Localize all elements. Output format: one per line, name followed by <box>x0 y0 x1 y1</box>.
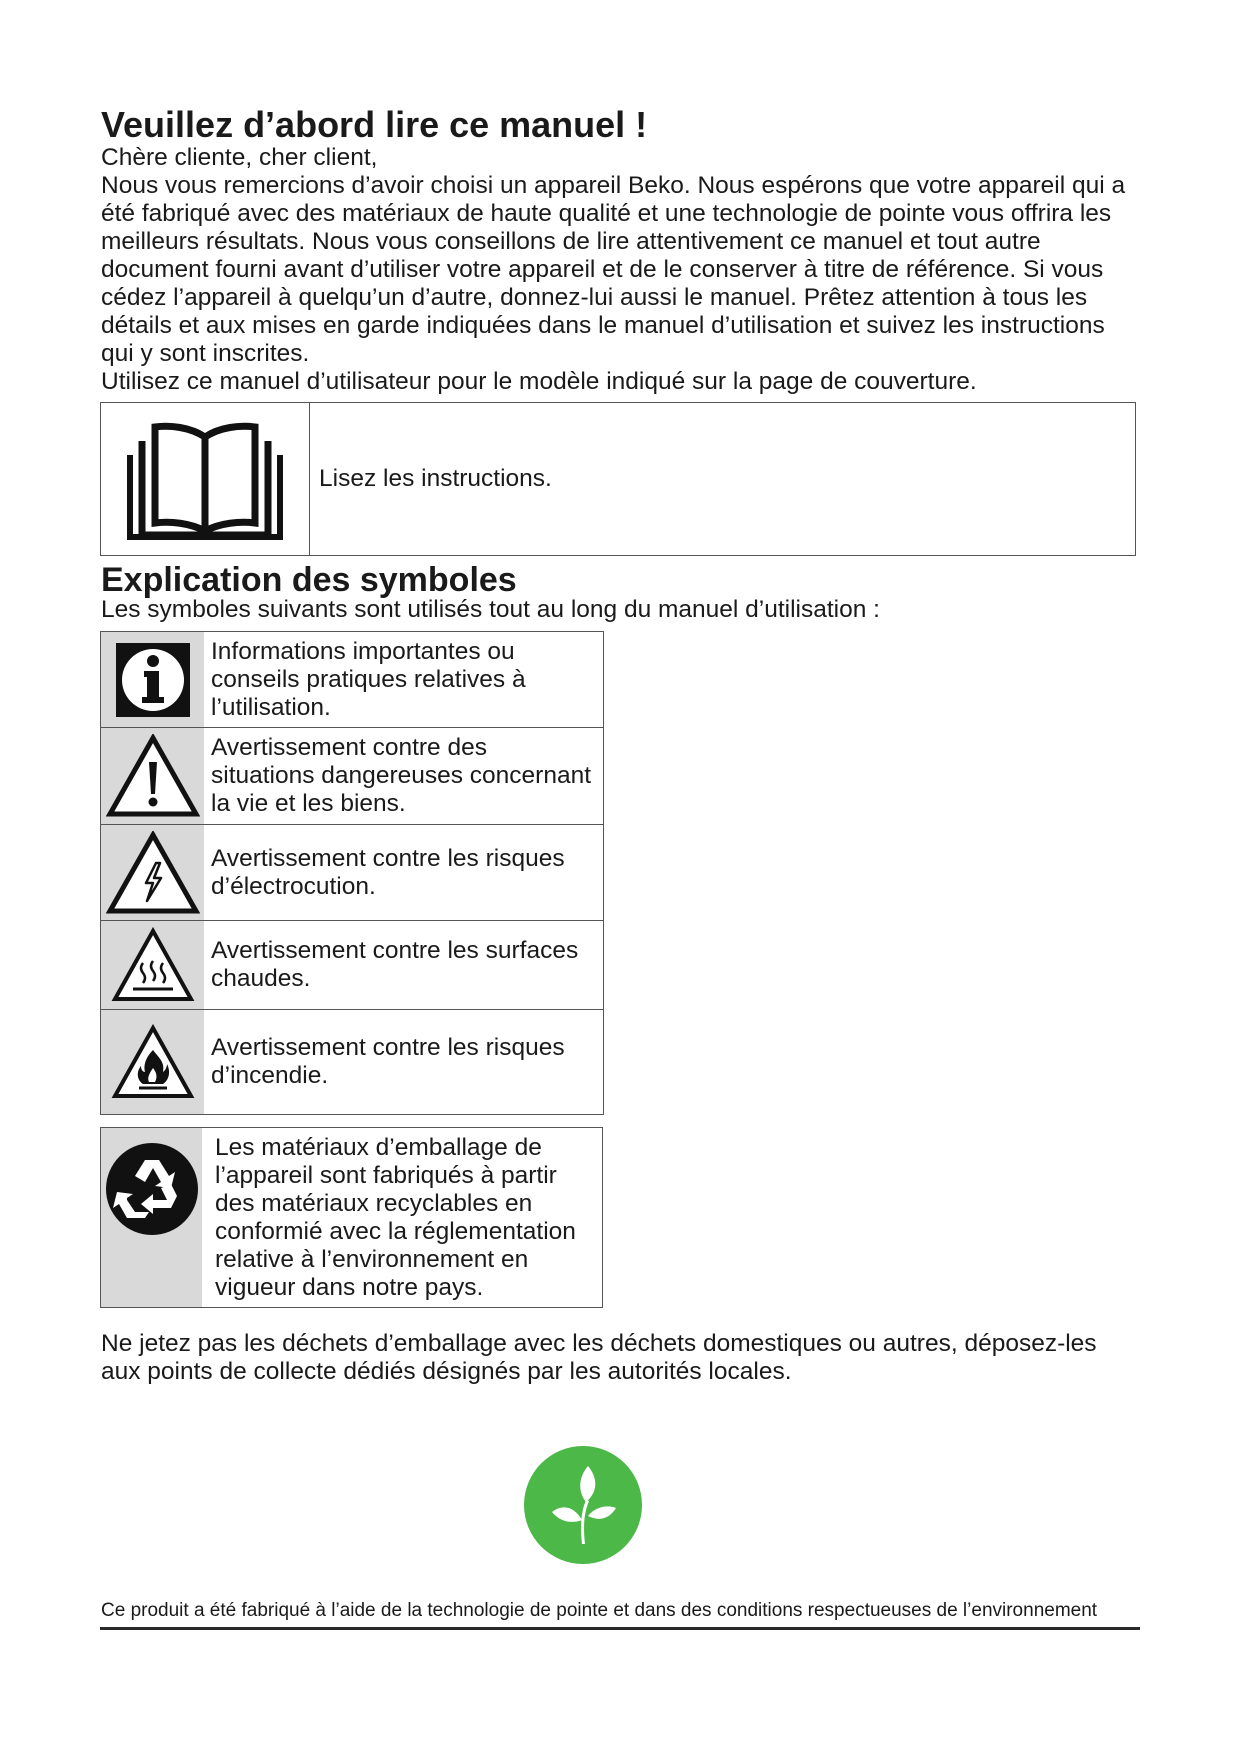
symbol-icon-cell <box>101 921 204 1009</box>
symbol-text: Informations importantes ou conseils pratiques relatives à l’utilisation. <box>211 637 526 721</box>
symbol-text: Avertissement contre les surfaces chaudes. <box>211 937 579 992</box>
symbol-text: Avertissement contre les risques d’incendie. <box>211 1034 565 1089</box>
intro-greeting: Chère cliente, cher client, <box>101 144 378 171</box>
symbol-text: Avertissement contre les risques d’électrocution. <box>211 844 565 900</box>
recycle-icon-cell <box>101 1128 202 1307</box>
intro-body: Nous vous remercions d’avoir choisi un appareil Beko. Nous espérons que votre appareil qui a été fabriqué avec des matériaux de haute qualité et une technologie de pointe vous offrira les meilleurs résultats. Nous vous conseillons de lire attentivement ce manuel et tout autre document fourni avant d’utiliser votre appareil et de le conserver à titre de référence. Si vous cédez l’appareil à quelqu’un d’autre, donnez-lui aussi le manuel. Prêtez attention à tous les détails et aux mises en garde indiquées dans le manuel d’utilisation et suivez les instructions qui y sont inscrites. <box>101 172 1126 367</box>
electric-shock-icon <box>106 831 200 915</box>
recycle-icon <box>105 1142 199 1236</box>
leaf-icon <box>524 1446 642 1564</box>
symbols-subtitle: Les symboles suivants sont utilisés tout au long du manuel d’utilisation : <box>101 596 880 623</box>
symbol-icon-cell <box>101 632 204 727</box>
recycling-box <box>100 1127 603 1308</box>
symbol-row <box>101 825 603 921</box>
hot-surface-icon <box>111 927 195 1003</box>
symbol-row <box>101 1010 603 1114</box>
disposal-note: Ne jetez pas les déchets d’emballage avec les déchets domestiques ou autres, déposez-les aux points de collecte dédiés désignés par les autorités locales. <box>101 1330 1097 1385</box>
intro-section <box>101 144 1141 396</box>
symbol-text: Avertissement contre des situations dangereuses concernant la vie et les biens. <box>211 734 592 817</box>
symbol-icon-cell <box>101 825 204 920</box>
warning-icon <box>106 734 200 818</box>
footer-divider <box>100 1627 1140 1630</box>
info-icon <box>116 643 190 717</box>
read-icon-cell <box>101 403 310 555</box>
read-instructions-box <box>100 402 1136 556</box>
read-instructions-text: Lisez les instructions. <box>319 465 552 492</box>
symbol-row <box>101 632 603 728</box>
footer-text: Ce produit a été fabriqué à l’aide de la technologie de pointe et dans des conditions respectueuses de l’environnement <box>101 1600 1098 1621</box>
fire-icon <box>111 1024 195 1100</box>
symbol-icon-cell <box>101 1010 204 1114</box>
book-icon <box>120 415 290 543</box>
page-title: Veuillez d’abord lire ce manuel ! <box>101 104 648 145</box>
recycling-text: Les matériaux d’emballage de l’appareil sont fabriqués à partir des matériaux recyclables en conformié avec la réglementation relative à l’environnement en vigueur dans notre pays. <box>215 1134 576 1301</box>
symbol-icon-cell <box>101 728 204 824</box>
symbol-row <box>101 728 603 825</box>
symbols-table <box>100 631 604 1115</box>
symbols-title: Explication des symboles <box>101 561 517 599</box>
symbol-row <box>101 921 603 1010</box>
intro-model-note: Utilisez ce manuel d’utilisateur pour le modèle indiqué sur la page de couverture. <box>101 368 977 395</box>
